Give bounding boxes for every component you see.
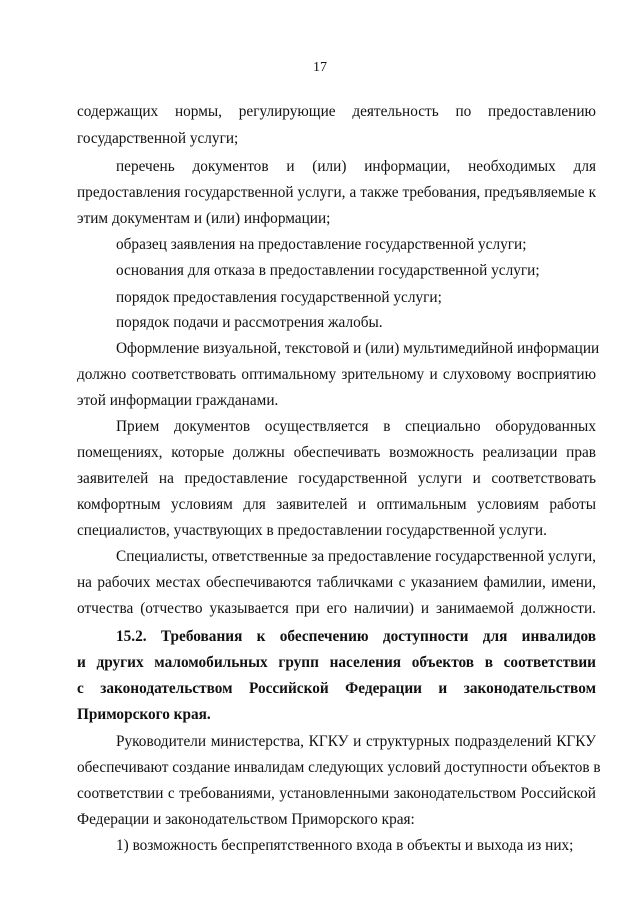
text-line: помещениях, которые должны обеспечивать возможность реализации прав <box>77 444 596 461</box>
text-line: предоставления государственной услуги, а также требования, предъявляемые к <box>77 184 596 201</box>
section-heading-line: 15.2. Требования к обеспечению доступности для инвалидов <box>116 628 596 645</box>
text-line: отчества (отчество указывается при его наличии) и занимаемой должности. <box>77 600 596 617</box>
section-heading-line: и других маломобильных групп населения объектов в соответствии <box>77 654 596 671</box>
section-heading-line: Приморского края. <box>77 706 211 723</box>
text-line: Прием документов осуществляется в специально оборудованных <box>116 418 596 435</box>
text-line: государственной услуги; <box>77 130 239 147</box>
text-line: соответствии с требованиями, установленными законодательством Российской <box>77 785 596 802</box>
list-item: 1) возможность беспрепятственного входа в объекты и выхода из них; <box>116 837 574 854</box>
text-line: основания для отказа в предоставлении государственной услуги; <box>116 262 540 279</box>
page-number: 17 <box>313 60 327 75</box>
section-heading-line: с законодательством Российской Федерации и законодательством <box>77 680 596 697</box>
text-line: перечень документов и (или) информации, необходимых для <box>116 158 596 175</box>
text-line: специалистов, участвующих в предоставлении государственной услуги. <box>77 522 547 539</box>
text-line: на рабочих местах обеспечиваются табличками с указанием фамилии, имени, <box>77 574 596 591</box>
text-line: этим документам и (или) информации; <box>77 210 331 227</box>
text-line: обеспечивают создание инвалидам следующих условий доступности объектов в <box>77 759 601 776</box>
text-line: этой информации гражданами. <box>77 392 279 409</box>
text-line: образец заявления на предоставление государственной услуги; <box>116 236 527 253</box>
text-line: комфортным условиям для заявителей и оптимальным условиям работы <box>77 496 596 513</box>
text-line: содержащих нормы, регулирующие деятельность по предоставлению <box>77 103 596 120</box>
text-line: должно соответствовать оптимальному зрительному и слуховому восприятию <box>77 366 596 383</box>
text-line: заявителей на предоставление государственной услуги и соответствовать <box>77 470 596 487</box>
text-line: Оформление визуальной, текстовой и (или) мультимедийной информации <box>116 340 600 357</box>
text-line: Специалисты, ответственные за предоставление государственной услуги, <box>116 548 596 565</box>
text-line: порядок предоставления государственной услуги; <box>116 289 442 306</box>
text-line: порядок подачи и рассмотрения жалобы. <box>116 314 383 331</box>
text-line: Федерации и законодательством Приморского края: <box>77 811 415 828</box>
text-line: Руководители министерства, КГКУ и структурных подразделений КГКУ <box>116 733 596 750</box>
